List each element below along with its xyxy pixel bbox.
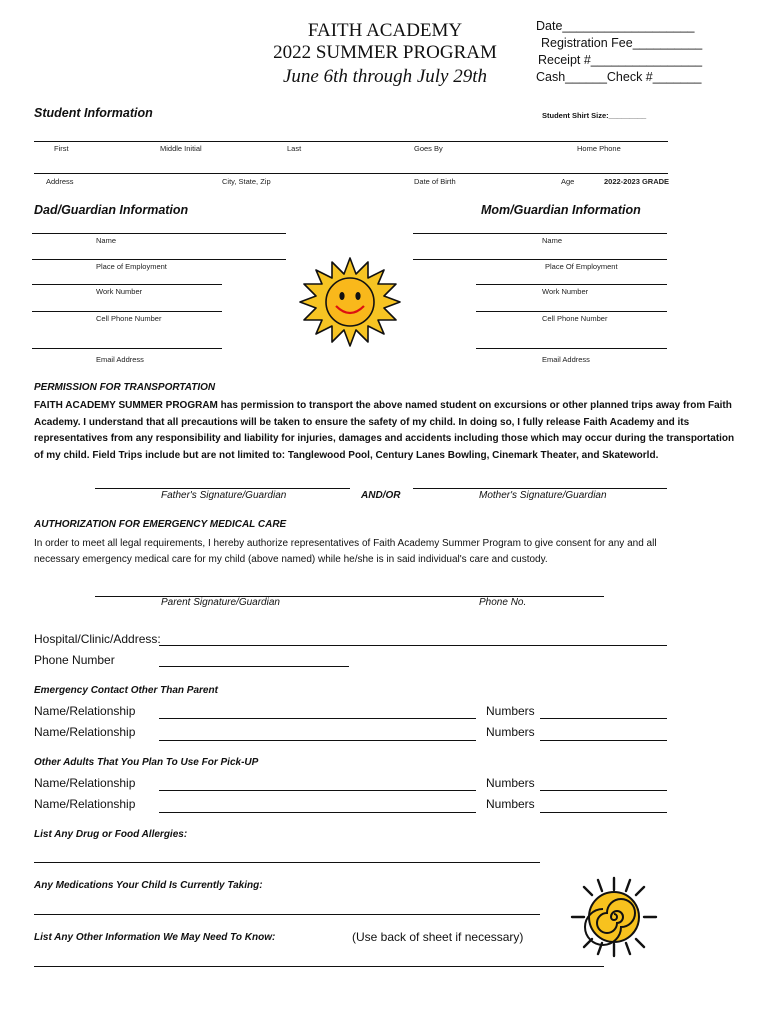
mom-name-label: Name [542, 236, 563, 245]
pickup-num1-label: Numbers [486, 776, 535, 790]
medical-line-1: In order to meet all legal requirements, I hereby authorize representatives of Faith Academy Summer Program to give consent for any and all [34, 538, 657, 549]
office-use-block [536, 18, 702, 86]
mom-work-label: Work Number [542, 287, 589, 296]
office-fee-field: Registration Fee__________ [541, 36, 703, 50]
dad-name-label: Name [96, 236, 117, 245]
home-phone-label: Home Phone [577, 144, 621, 153]
dad-info-heading: Dad/Guardian Information [34, 203, 189, 217]
mom-work-line[interactable] [476, 284, 667, 285]
middle-initial-label: Middle Initial [160, 144, 202, 153]
last-label: Last [287, 144, 302, 153]
office-cash-check-field: Cash______Check #_______ [536, 70, 702, 84]
medical-line-2: necessary emergency medical care for my child (above named) while he/she is in said individual's care and custody. [34, 554, 548, 565]
father-signature-line[interactable] [95, 488, 350, 489]
pickup-num1-line[interactable] [540, 790, 667, 791]
shirt-size-field: Student Shirt Size:_________ [542, 111, 647, 120]
mom-email-label: Email Address [542, 355, 590, 364]
emergency-num1-line[interactable] [540, 718, 667, 719]
pickup-rel2-label: Name/Relationship [34, 797, 136, 811]
hospital-phone-label: Phone Number [34, 653, 115, 667]
hospital-phone-line[interactable] [159, 666, 349, 667]
transport-line-3: representatives from any responsibility and liability for injuries, damages and accidents including those which may occur during the transportation [34, 433, 735, 444]
dob-label: Date of Birth [414, 177, 456, 186]
medical-paragraph [34, 536, 657, 568]
goes-by-label: Goes By [414, 144, 443, 153]
first-label: First [54, 144, 69, 153]
smiling-sun-icon [298, 256, 402, 348]
mother-signature-line[interactable] [413, 488, 667, 489]
student-address-line[interactable] [34, 173, 668, 174]
dad-email-line[interactable] [32, 348, 222, 349]
mom-email-line[interactable] [476, 348, 667, 349]
pickup-num2-label: Numbers [486, 797, 535, 811]
office-date-field: Date___________________ [536, 19, 695, 33]
mother-signature-label: Mother's Signature/Guardian [479, 490, 607, 501]
program-title: FAITH ACADEMY [307, 20, 463, 41]
address-label: Address [46, 177, 74, 186]
dad-employment-label: Place of Employment [96, 262, 167, 271]
pickup-rel2-line[interactable] [159, 812, 476, 813]
dad-work-line[interactable] [32, 284, 222, 285]
emergency-rel1-label: Name/Relationship [34, 704, 136, 718]
transport-line-1: FAITH ACADEMY SUMMER PROGRAM has permission to transport the above named student on excursions or other planned trips away from Faith [34, 400, 732, 411]
grade-label: 2022-2023 GRADE [604, 177, 670, 186]
hospital-label: Hospital/Clinic/Address: [34, 632, 161, 646]
pickup-rel1-line[interactable] [159, 790, 476, 791]
other-info-label: List Any Other Information We May Need To Know: [34, 932, 276, 943]
transport-paragraph [34, 398, 734, 464]
medical-heading: AUTHORIZATION FOR EMERGENCY MEDICAL CARE [34, 519, 287, 530]
dad-name-line[interactable] [32, 233, 286, 234]
mom-name-line[interactable] [413, 233, 667, 234]
emergency-num2-label: Numbers [486, 725, 535, 739]
emergency-num2-line[interactable] [540, 740, 667, 741]
medications-label: Any Medications Your Child Is Currently Taking: [34, 880, 263, 891]
mom-employment-line[interactable] [413, 259, 667, 260]
student-info-heading: Student Information [34, 106, 153, 120]
other-info-line[interactable] [34, 966, 604, 967]
dad-cell-label: Cell Phone Number [96, 314, 162, 323]
allergies-label: List Any Drug or Food Allergies: [34, 829, 188, 840]
program-subtitle: 2022 SUMMER PROGRAM [273, 42, 497, 63]
emergency-num1-label: Numbers [486, 704, 535, 718]
andor-label: AND/OR [361, 490, 401, 501]
dad-email-label: Email Address [96, 355, 144, 364]
pickup-rel1-label: Name/Relationship [34, 776, 136, 790]
mom-cell-line[interactable] [476, 311, 667, 312]
mom-info-heading: Mom/Guardian Information [481, 203, 641, 217]
hospital-line[interactable] [159, 645, 667, 646]
program-dates: June 6th through July 29th [282, 66, 488, 87]
allergies-line[interactable] [34, 862, 540, 863]
office-receipt-field: Receipt #________________ [538, 53, 703, 67]
emergency-rel2-label: Name/Relationship [34, 725, 136, 739]
student-name-line[interactable] [34, 141, 668, 142]
city-state-zip-label: City, State, Zip [222, 177, 271, 186]
emergency-rel2-line[interactable] [159, 740, 476, 741]
emergency-rel1-line[interactable] [159, 718, 476, 719]
pickup-num2-line[interactable] [540, 812, 667, 813]
dad-employment-line[interactable] [32, 259, 286, 260]
transport-line-4: of my child. Field Trips include but are not limited to: Tanglewood Pool, Century Lanes Bowling, Cinemark Theater, and Skateworld. [34, 449, 659, 461]
age-label: Age [561, 177, 575, 186]
transport-line-2: Academy. I understand that all precautions will be taken to ensure the safety of my child. In doing so, I fully release Faith Academy and its [34, 416, 690, 428]
spiral-sun-icon [566, 874, 662, 960]
phone-no-label: Phone No. [479, 597, 527, 608]
pickup-heading: Other Adults That You Plan To Use For Pick-UP [34, 757, 259, 768]
dad-cell-line[interactable] [32, 311, 222, 312]
emergency-heading: Emergency Contact Other Than Parent [34, 685, 218, 696]
parent-signature-label: Parent Signature/Guardian [161, 597, 280, 608]
dad-work-label: Work Number [96, 287, 143, 296]
mom-cell-label: Cell Phone Number [542, 314, 608, 323]
mom-employment-label: Place Of Employment [545, 262, 618, 271]
use-back-note: (Use back of sheet if necessary) [352, 930, 524, 944]
transport-heading: PERMISSION FOR TRANSPORTATION [34, 382, 216, 393]
medications-line[interactable] [34, 914, 540, 915]
father-signature-label: Father's Signature/Guardian [161, 490, 287, 501]
